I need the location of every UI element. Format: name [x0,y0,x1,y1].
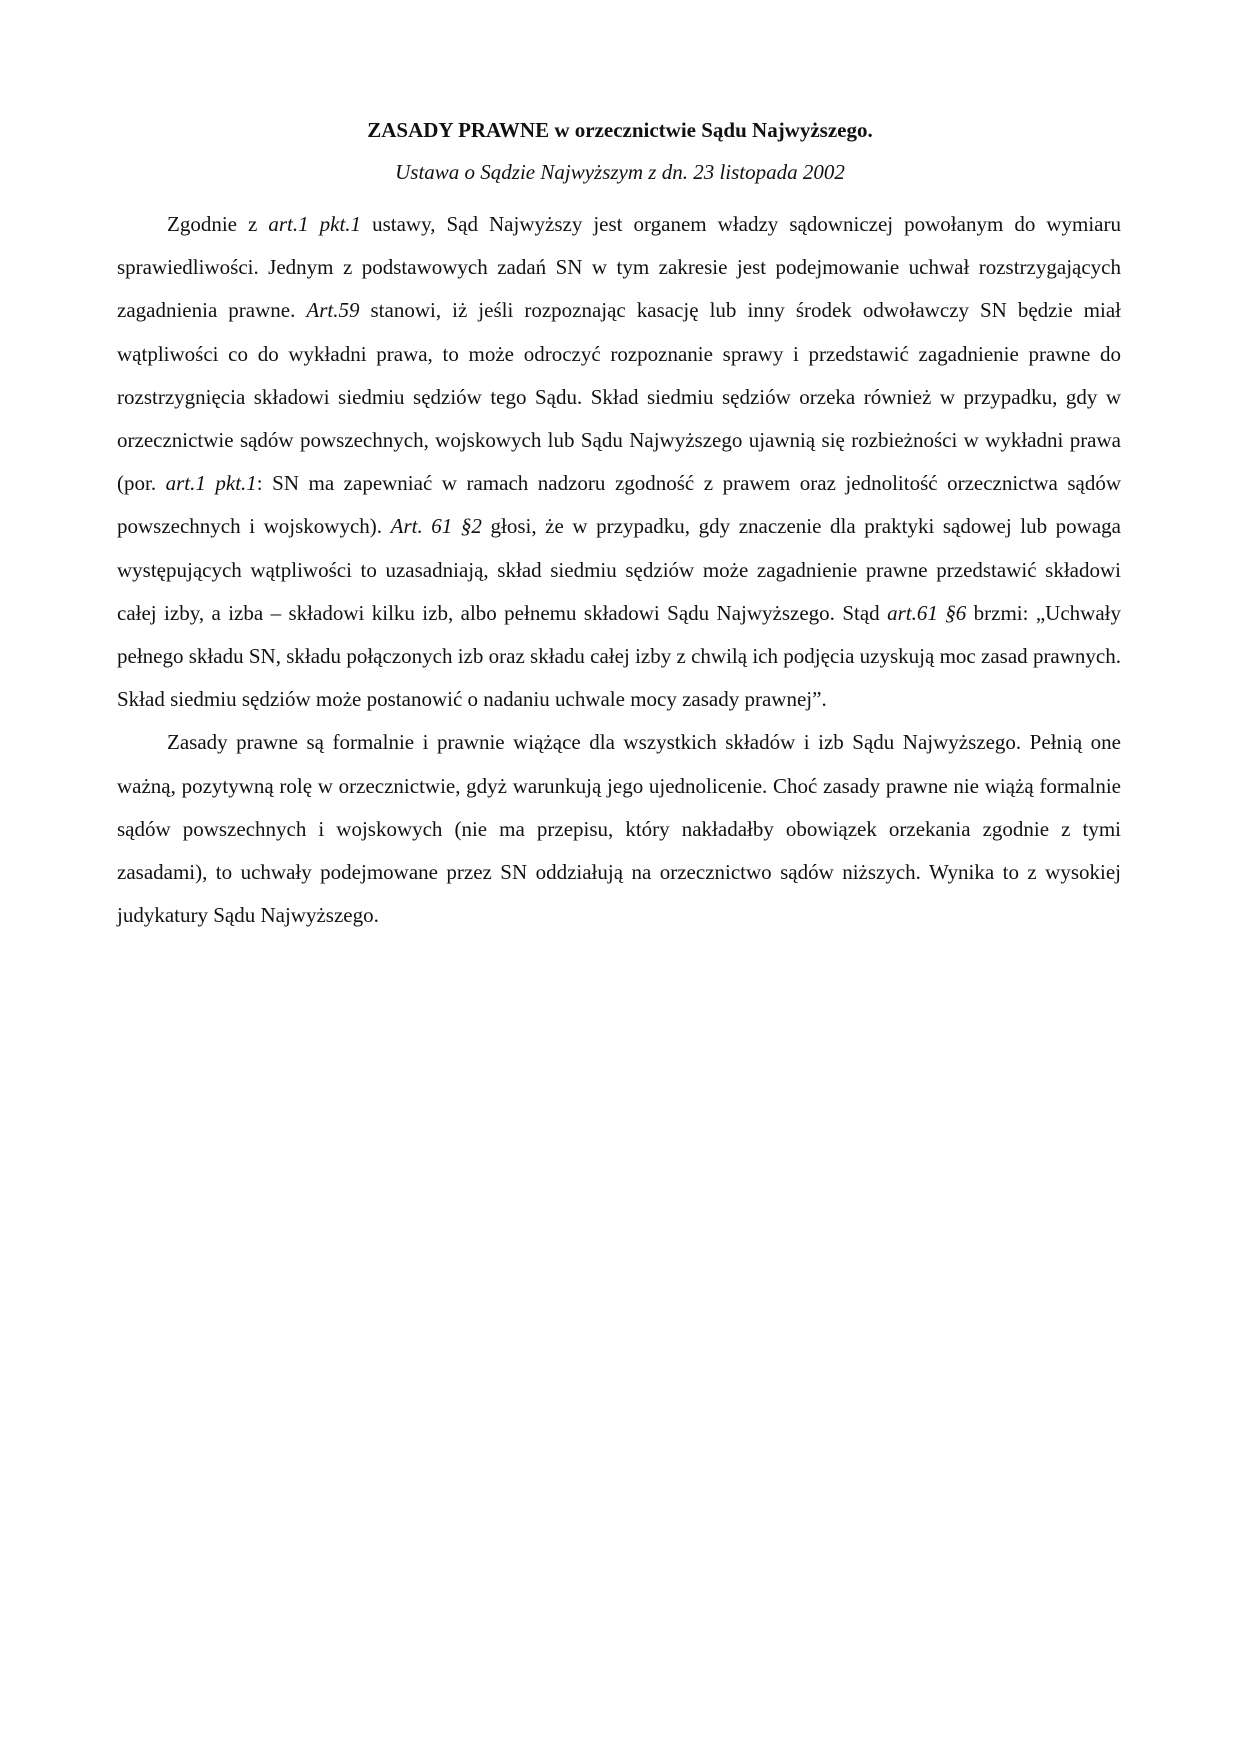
legal-citation: art.61 §6 [887,600,967,625]
legal-citation: Art.59 [306,298,360,323]
legal-citation: Art. 61 §2 [390,514,482,539]
text-segment: : SN ma zapewniać w ramach nadzoru zgodność z prawem oraz jednolitość orzecznictwa sądów powszechnych i wojskowych). [117,471,1122,539]
legal-citation: art.1 pkt.1 [268,212,362,236]
document-subtitle: Ustawa o Sądzie Najwyższym z dn. 23 listopada 2002 [395,160,845,184]
text-segment: Zasady prawne są formalnie i prawnie wiążące dla wszystkich składów i izb Sądu Najwyższego. Pełnią one ważną, pozytywną rolę w orzecznictwie, gdyż warunkują jego ujednolicenie. Choć zasady prawne nie wiążą formalnie sądów powszechnych i wojskowych (nie ma przepisu, który nakładałby obowiązek orzekania zgodnie z tymi zasadami), to uchwały podejmowane przez SN oddziałują na orzecznictwo sądów niższych. Wynika to z wysokiej judykatury Sądu Najwyższego. [117,730,1121,928]
text-segment: głosi, że w przypadku, gdy znaczenie dla praktyki sądowej lub powaga występujących wątpliwości to uzasadniają, skład siedmiu sędziów może zagadnienie prawne przedstawić składowi całej izby, a izba – składowi kilku izb, albo pełnemu składowi Sądu Najwyższego. Stąd [117,514,1121,625]
text-segment: ustawy, Sąd Najwyższy jest organem władzy sądowniczej powołanym do wymiaru sprawiedliwości. Jednym z podstawowych zadań SN w tym zakresie jest podejmowanie uchwał rozstrzygających zagadnienia prawne. [117,212,1121,323]
legal-citation: art.1 pkt.1 [165,471,257,496]
paragraph-2 [117,721,1121,937]
text-segment: Zgodnie z [167,212,269,236]
text-segment: brzmi: „Uchwały pełnego składu SN, składu połączonych izb oraz składu całej izby z chwilą ich podjęcia uzyskują moc zasad prawnych. Skład siedmiu sędziów może postanowić o nadaniu uchwale mocy zasady prawnej”. [117,600,1121,712]
document-body [117,203,1121,937]
document-title: ZASADY PRAWNE w orzecznictwie Sądu Najwyższego. [367,118,873,142]
paragraph-1 [117,203,1121,721]
text-segment: stanowi, iż jeśli rozpoznając kasację lub inny środek odwoławczy SN będzie miał wątpliwości co do wykładni prawa, to może odroczyć rozpoznanie sprawy i przedstawić zagadnienie prawne do rozstrzygnięcia składowi siedmiu sędziów tego Sądu. Skład siedmiu sędziów orzeka również w przypadku, gdy w orzecznictwie sądów powszechnych, wojskowych lub Sądu Najwyższego ujawnią się rozbieżności w wykładni prawa (por. [117,298,1122,496]
